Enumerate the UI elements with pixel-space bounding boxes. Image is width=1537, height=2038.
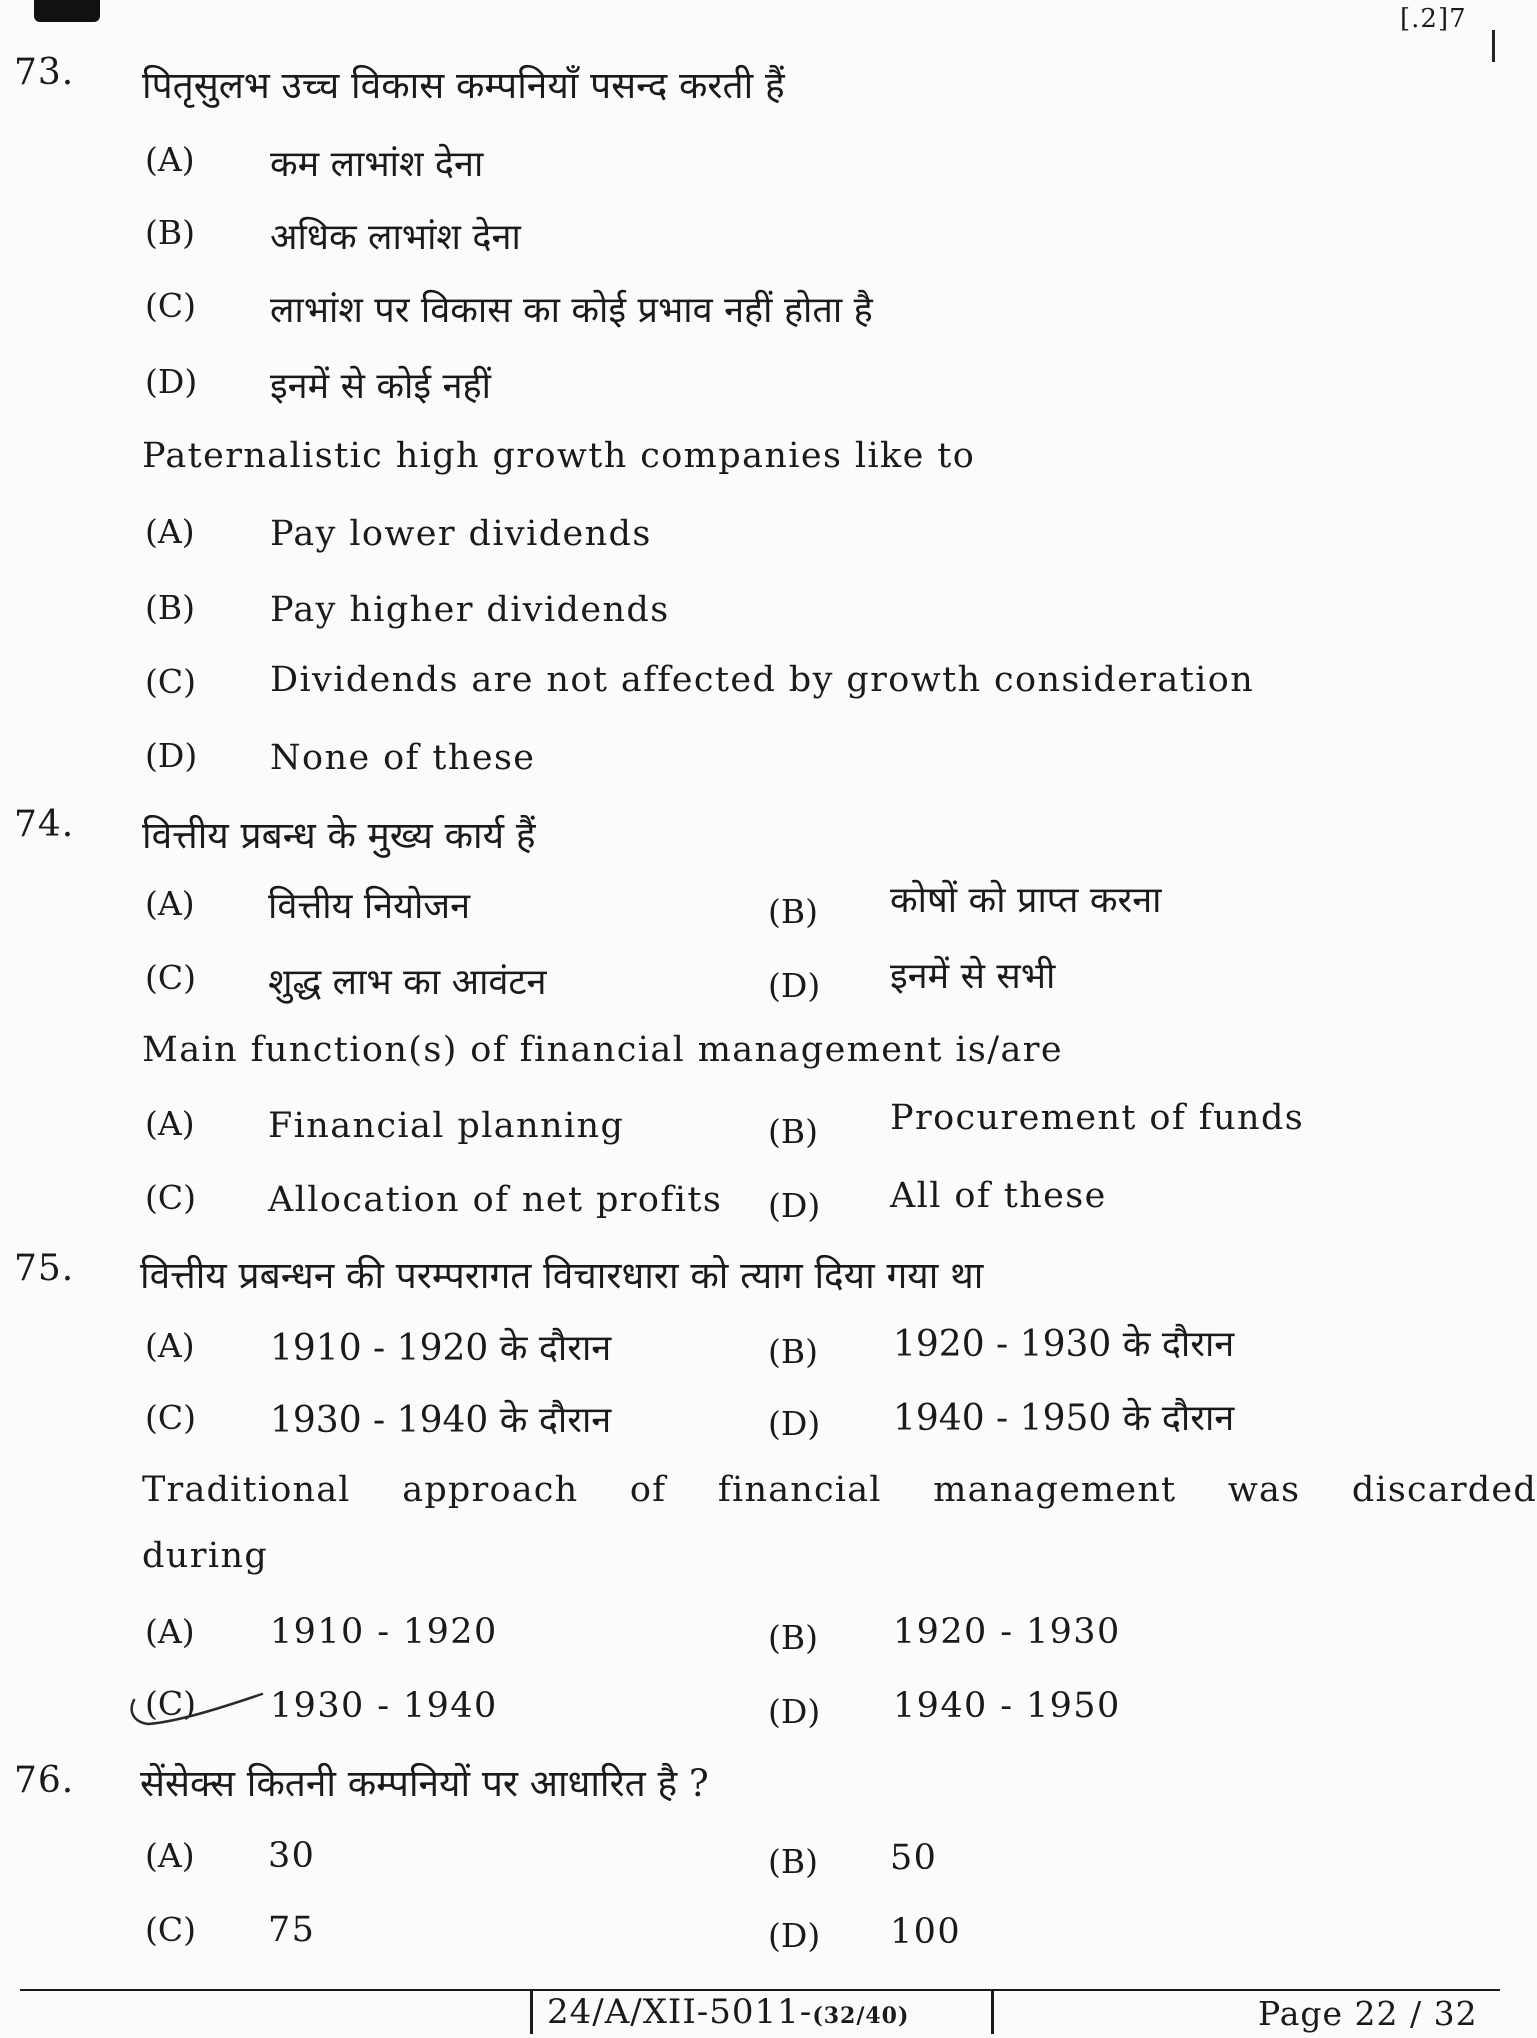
- option-text-hindi: कोषों को प्राप्त करना: [890, 880, 1162, 921]
- option-label: (B): [768, 1618, 818, 1657]
- question-stem-hindi: पितृसुलभ उच्च विकास कम्पनियाँ पसन्द करती हैं: [142, 64, 785, 107]
- option-text-hindi: कम लाभांश देना: [270, 144, 484, 185]
- option-label: (A): [145, 512, 195, 551]
- option-text-english: Procurement of funds: [890, 1098, 1305, 1138]
- option-label: (C): [145, 1178, 196, 1217]
- option-label-marked: (C): [145, 1684, 196, 1723]
- option-label: (C): [145, 662, 196, 701]
- page-number: Page 22 / 32: [1258, 1994, 1478, 2033]
- question-stem-hindi: सेंसेक्स कितनी कम्पनियों पर आधारित है ?: [140, 1762, 709, 1805]
- option-text-english: Allocation of net profits: [268, 1180, 723, 1220]
- option-text-english: Financial planning: [268, 1106, 625, 1146]
- option-text: 75: [268, 1910, 316, 1950]
- option-label: (B): [768, 1112, 818, 1151]
- option-label: (D): [768, 1692, 821, 1731]
- option-label: (D): [768, 1404, 821, 1443]
- option-text-english: Pay lower dividends: [270, 514, 652, 554]
- option-text-hindi: 1930 - 1940 के दौरान: [270, 1400, 612, 1441]
- question-number: 75.: [14, 1248, 75, 1289]
- option-label: (A): [145, 884, 195, 923]
- option-label: (D): [768, 1916, 821, 1955]
- option-label: (A): [145, 140, 195, 179]
- option-label: (D): [145, 736, 198, 775]
- corner-code: [.2]7: [1400, 4, 1467, 34]
- option-label: (C): [145, 958, 196, 997]
- option-text-hindi: अधिक लाभांश देना: [270, 217, 521, 258]
- option-text-hindi: वित्तीय नियोजन: [268, 886, 471, 927]
- option-label: (C): [145, 1398, 196, 1437]
- option-label: (A): [145, 1104, 195, 1143]
- question-number: 74.: [14, 804, 75, 845]
- option-label: (D): [768, 1186, 821, 1225]
- option-text-hindi: लाभांश पर विकास का कोई प्रभाव नहीं होता है: [270, 290, 873, 331]
- option-text-hindi: 1910 - 1920 के दौरान: [270, 1328, 612, 1369]
- question-stem-english: Main function(s) of financial management is/are: [142, 1030, 1063, 1070]
- question-stem-english-line2: during: [142, 1536, 269, 1576]
- option-label: (A): [145, 1836, 195, 1875]
- option-label: (C): [145, 1910, 196, 1949]
- option-text-hindi: 1940 - 1950 के दौरान: [893, 1398, 1235, 1439]
- set-marker-block: [34, 0, 100, 22]
- question-stem-hindi: वित्तीय प्रबन्धन की परम्परागत विचारधारा को त्याग दिया गया था: [140, 1254, 984, 1297]
- option-text-hindi: इनमें से कोई नहीं: [270, 366, 491, 407]
- option-text-english: Pay higher dividends: [270, 590, 670, 630]
- option-text: 50: [890, 1838, 938, 1878]
- option-label: (B): [768, 1332, 818, 1371]
- option-text-english: None of these: [270, 738, 536, 778]
- option-label: (B): [145, 588, 195, 627]
- corner-rule: [1492, 30, 1495, 62]
- option-text-hindi: 1920 - 1930 के दौरान: [893, 1324, 1235, 1365]
- option-text-english: 1930 - 1940: [270, 1686, 498, 1726]
- question-stem-hindi: वित्तीय प्रबन्ध के मुख्य कार्य हैं: [142, 814, 536, 857]
- question-stem-english: Paternalistic high growth companies like to: [142, 436, 976, 476]
- question-stem-english-line1: Traditional approach of financial management was discarded: [142, 1470, 1537, 1510]
- option-label: (D): [768, 966, 821, 1005]
- option-label: (B): [768, 892, 818, 931]
- question-number: 73.: [14, 52, 75, 93]
- option-text-english: 1920 - 1930: [893, 1612, 1121, 1652]
- handwritten-tick-icon: [120, 1682, 270, 1732]
- option-text-hindi: शुद्ध लाभ का आवंटन: [268, 962, 547, 1003]
- paper-code: 24/A/XII-5011-(32/40): [530, 1991, 994, 2034]
- option-label: (B): [145, 213, 195, 252]
- option-text: 30: [268, 1836, 316, 1876]
- option-text-english: All of these: [890, 1176, 1107, 1216]
- option-label: (A): [145, 1612, 195, 1651]
- option-label: (D): [145, 362, 198, 401]
- option-label: (B): [768, 1842, 818, 1881]
- option-text-hindi: इनमें से सभी: [890, 956, 1056, 997]
- option-text: 100: [890, 1912, 962, 1952]
- question-number: 76.: [14, 1760, 75, 1801]
- option-label: (A): [145, 1326, 195, 1365]
- option-text-english: 1940 - 1950: [893, 1686, 1121, 1726]
- option-text-english: Dividends are not affected by growth consideration: [270, 660, 1255, 700]
- option-label: (C): [145, 286, 196, 325]
- option-text-english: 1910 - 1920: [270, 1612, 498, 1652]
